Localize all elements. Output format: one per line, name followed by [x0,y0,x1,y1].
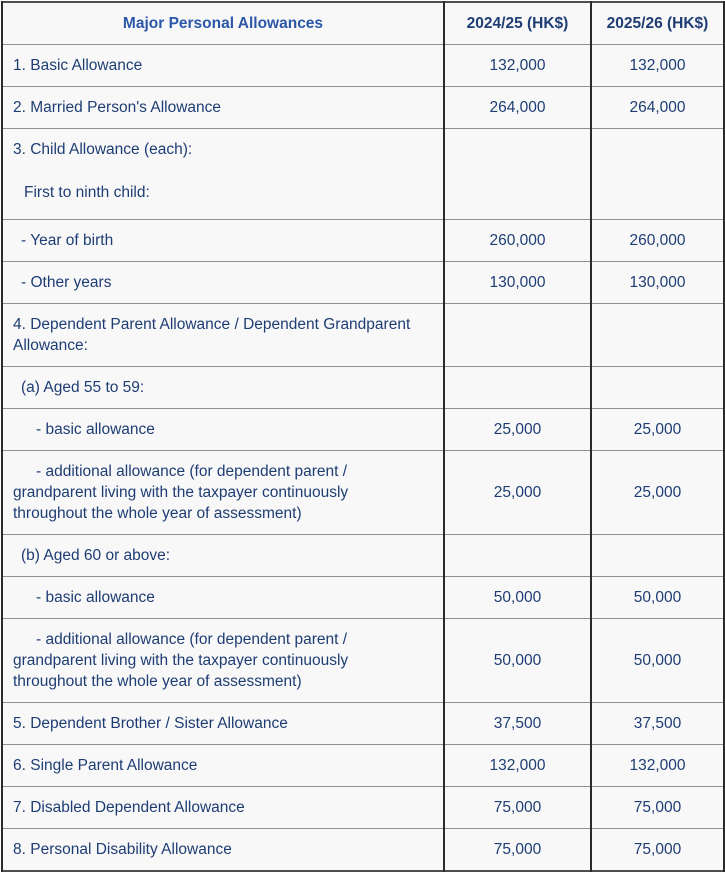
value-2024-25-cell [444,535,591,577]
row-label-line: 7. Disabled Dependent Allowance [13,799,245,816]
value-2024-25-cell [444,304,591,367]
column-header-2024-25: 2024/25 (HK$) [444,2,591,45]
table-row [2,129,724,220]
value-2025-26-cell: 50,000 [591,619,724,703]
value-2024-25-cell: 75,000 [444,787,591,829]
row-label-line: - basic allowance [36,421,155,438]
table-row [2,577,724,619]
row-label-line: 1. Basic Allowance [13,57,143,74]
row-label-cell [2,787,444,829]
value-2025-26-cell [591,304,724,367]
value-2025-26-cell: 37,500 [591,703,724,745]
row-label-cell [2,535,444,577]
allowances-table [1,1,725,872]
row-label-cell [2,703,444,745]
value-2025-26-cell: 50,000 [591,577,724,619]
value-2024-25-cell: 50,000 [444,577,591,619]
value-2024-25-cell: 75,000 [444,829,591,872]
row-label-cell [2,304,444,367]
row-label-line: First to ninth child: [24,184,150,201]
value-2025-26-cell: 264,000 [591,87,724,129]
value-2024-25-cell: 37,500 [444,703,591,745]
row-label-line: 5. Dependent Brother / Sister Allowance [13,715,288,732]
table-row [2,619,724,703]
row-label-line: - Year of birth [21,232,114,249]
row-label-line: - basic allowance [36,589,155,606]
row-label-cell [2,577,444,619]
table-row [2,745,724,787]
row-label-cell [2,367,444,409]
value-2025-26-cell: 132,000 [591,745,724,787]
table-header-row [2,2,724,45]
row-label-line: Allowance: [13,337,88,354]
value-2025-26-cell: 130,000 [591,262,724,304]
row-label-line: grandparent living with the taxpayer continuously [13,484,349,501]
row-label-line: grandparent living with the taxpayer continuously [13,652,349,669]
value-2024-25-cell: 264,000 [444,87,591,129]
row-label-line: - Other years [21,274,112,291]
row-label-line: 2. Married Person's Allowance [13,99,222,116]
row-label-cell [2,220,444,262]
table-row [2,829,724,872]
value-2025-26-cell: 75,000 [591,787,724,829]
row-label-line: throughout the whole year of assessment) [13,505,302,522]
value-2024-25-cell: 132,000 [444,745,591,787]
table-row [2,45,724,87]
table-row [2,451,724,535]
value-2025-26-cell: 132,000 [591,45,724,87]
table-row [2,304,724,367]
value-2024-25-cell [444,129,591,220]
table-row [2,535,724,577]
row-label-cell [2,45,444,87]
row-label-line: 4. Dependent Parent Allowance / Dependent Grandparent [13,316,411,333]
value-2025-26-cell: 25,000 [591,409,724,451]
table-body [2,45,724,872]
row-label-line: - additional allowance (for dependent parent / [36,631,348,648]
value-2024-25-cell: 130,000 [444,262,591,304]
value-2025-26-cell: 75,000 [591,829,724,872]
row-label-line: throughout the whole year of assessment) [13,673,302,690]
column-header-2025-26: 2025/26 (HK$) [591,2,724,45]
value-2025-26-cell: 25,000 [591,451,724,535]
value-2025-26-cell: 260,000 [591,220,724,262]
table-row [2,262,724,304]
table-row [2,87,724,129]
value-2025-26-cell [591,367,724,409]
row-label-cell [2,262,444,304]
row-label-cell [2,829,444,872]
row-label-cell [2,87,444,129]
row-label-line: 8. Personal Disability Allowance [13,841,232,858]
value-2024-25-cell: 25,000 [444,451,591,535]
value-2024-25-cell: 50,000 [444,619,591,703]
column-header-allowances: Major Personal Allowances [2,2,444,45]
value-2024-25-cell [444,367,591,409]
table-row [2,367,724,409]
value-2025-26-cell [591,129,724,220]
row-label-line: (b) Aged 60 or above: [21,547,171,564]
value-2024-25-cell: 25,000 [444,409,591,451]
row-label-cell [2,619,444,703]
value-2024-25-cell: 132,000 [444,45,591,87]
table-row [2,787,724,829]
row-label-cell [2,745,444,787]
row-label-cell [2,409,444,451]
value-2025-26-cell [591,535,724,577]
table-row [2,703,724,745]
table-row [2,220,724,262]
value-2024-25-cell: 260,000 [444,220,591,262]
row-label-cell [2,129,444,220]
row-label-line: 3. Child Allowance (each): [13,141,193,158]
row-label-cell [2,451,444,535]
table-row [2,409,724,451]
row-label-line: 6. Single Parent Allowance [13,757,198,774]
row-label-line: - additional allowance (for dependent parent / [36,463,348,480]
row-label-line: (a) Aged 55 to 59: [21,379,145,396]
